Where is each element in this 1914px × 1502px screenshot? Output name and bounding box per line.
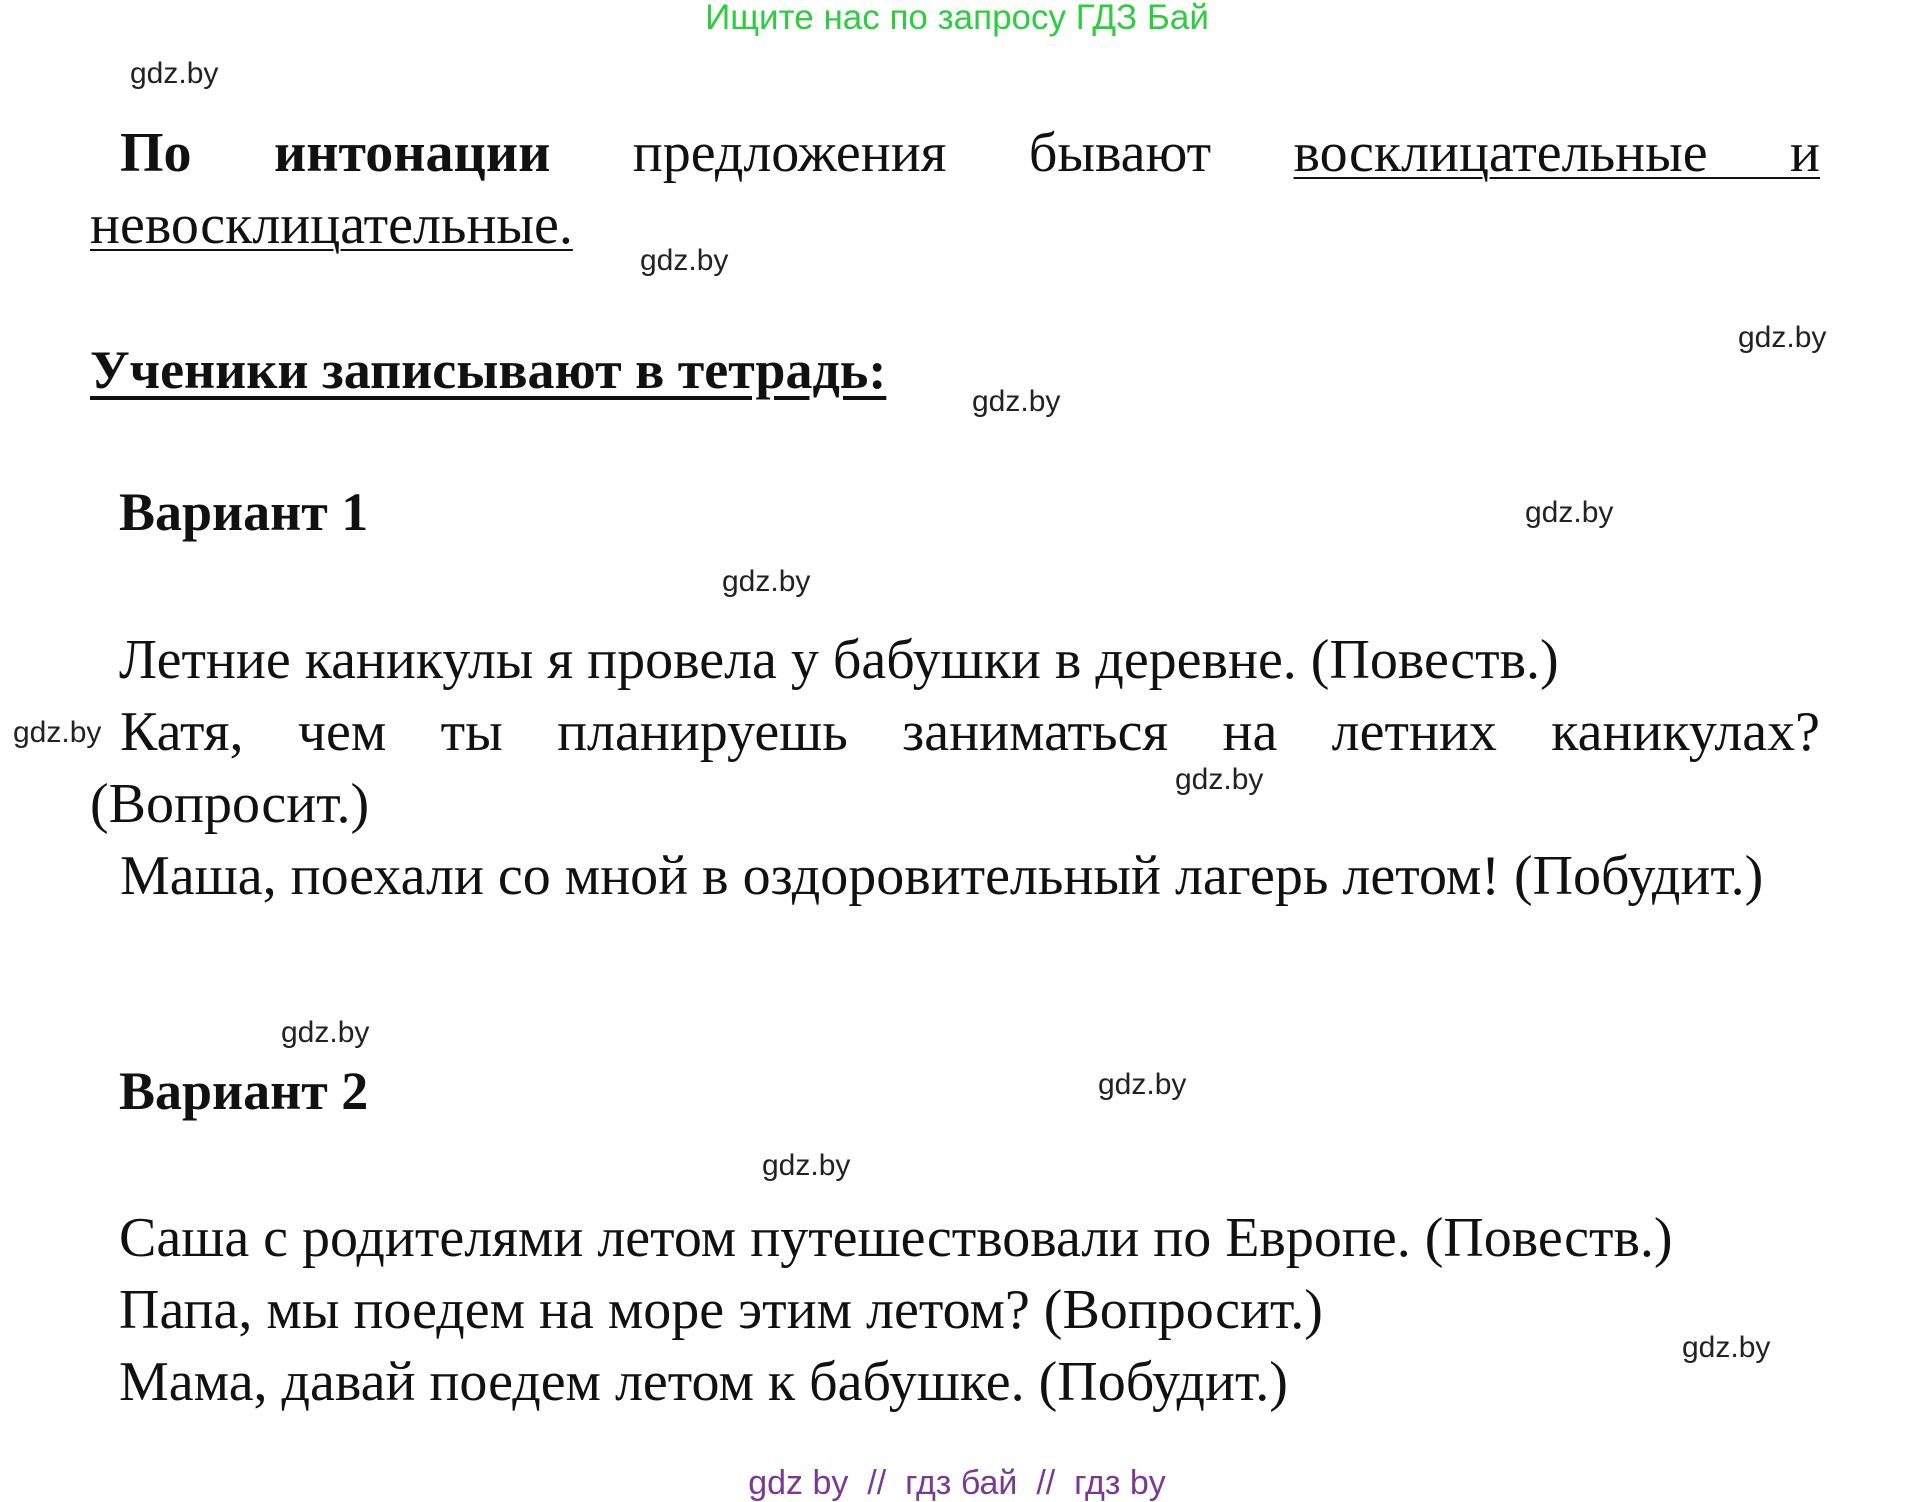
section-heading-text: Ученики записывают в тетрадь: (90, 340, 887, 400)
watermark: gdz.by (130, 57, 219, 90)
watermark: gdz.by (762, 1149, 851, 1182)
variant-2-sentence-3: Мама, давай поедем летом к бабушке. (Побудит.) (119, 1351, 1288, 1413)
variant-2-sentence-1: Саша с родителями летом путешествовали по Европе. (Повеств.) (119, 1207, 1673, 1269)
variant-1-sentence-1: Летние каникулы я провела у бабушки в деревне. (Повеств.) (119, 629, 1559, 691)
watermark: gdz.by (1175, 763, 1264, 796)
theory-underlined-2: невосклицательные. (90, 194, 573, 256)
watermark: gdz.by (1525, 496, 1614, 529)
theory-underlined-1: восклицательные и (1293, 122, 1820, 184)
watermark: gdz.by (1098, 1068, 1187, 1101)
watermark: gdz.by (281, 1016, 370, 1049)
section-heading (90, 338, 886, 402)
variant-1-sentence-3-text: Маша, поехали со мной в оздоровительный лагерь летом! (Побудит.) (120, 845, 1764, 907)
watermark: gdz.by (640, 244, 729, 277)
watermark: gdz.by (1682, 1331, 1771, 1364)
top-banner: Ищите нас по запросу ГДЗ Бай (705, 0, 1209, 37)
variant-1-sentence-2-text: Катя, чем ты планируешь заниматься на летних каникулах? (Вопросит.) (90, 701, 1820, 835)
variant-1-sentence-3 (90, 840, 1820, 912)
watermark: gdz.by (13, 716, 102, 749)
theory-plain: предложения бывают (550, 122, 1294, 184)
variant-2-title: Вариант 2 (119, 1061, 369, 1121)
variant-2-sentence-2: Папа, мы поедем на море этим летом? (Вопросит.) (119, 1279, 1323, 1341)
variant-1-sentence-2 (90, 696, 1820, 840)
theory-paragraph (90, 117, 1820, 261)
theory-bold: По интонации (120, 122, 551, 184)
watermark: gdz.by (972, 385, 1061, 418)
variant-1-title: Вариант 1 (119, 482, 369, 542)
footer-links: gdz by // гдз бай // гдз by (748, 1464, 1166, 1502)
watermark: gdz.by (722, 565, 811, 598)
watermark: gdz.by (1738, 321, 1827, 354)
